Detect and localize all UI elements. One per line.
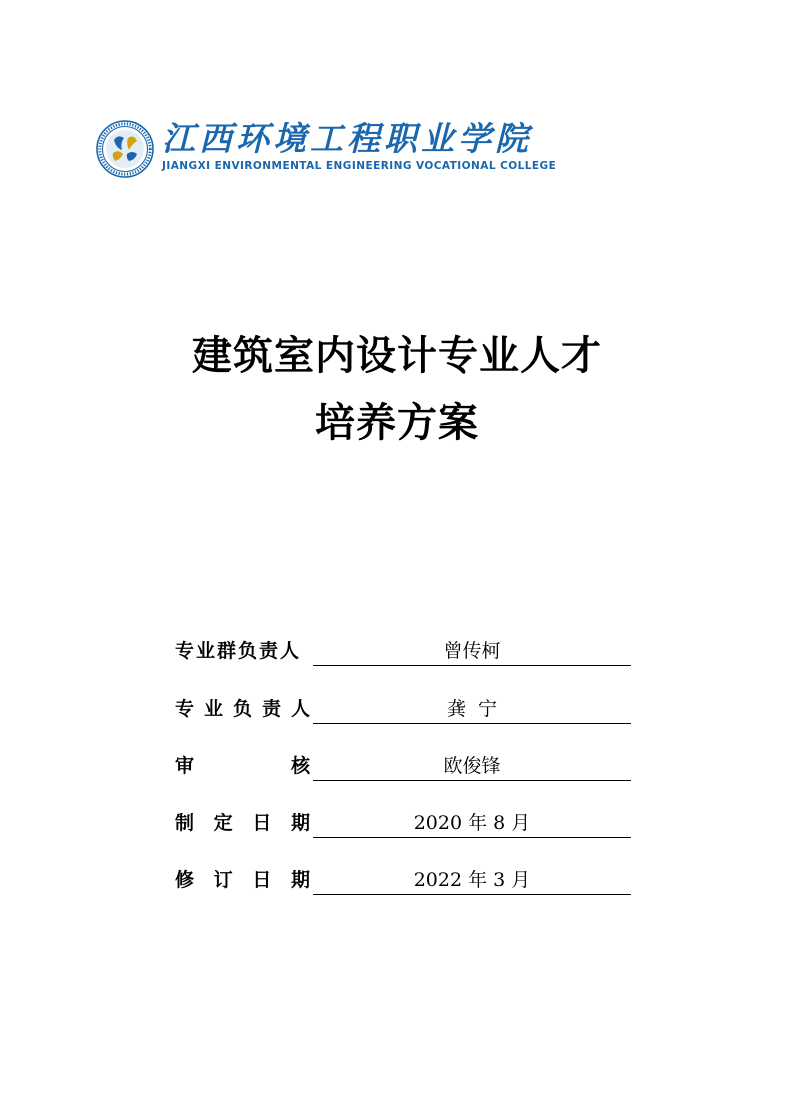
info-row-created-date	[175, 806, 631, 838]
info-label-char: 核	[290, 755, 310, 777]
document-title-line-2: 培养方案	[315, 399, 479, 446]
college-logo	[96, 119, 556, 181]
info-value: 2020 年 8 月	[413, 812, 531, 834]
info-value-line	[313, 693, 631, 724]
info-label-char: 制	[175, 812, 195, 834]
info-value-line	[313, 635, 631, 666]
info-label-char: 修	[175, 869, 195, 891]
info-label	[175, 755, 310, 777]
info-row-group-leader	[175, 634, 631, 666]
info-label-char: 定	[213, 812, 233, 834]
info-row-revised-date	[175, 863, 631, 895]
college-seal-icon	[96, 120, 154, 178]
info-label-char: 审	[175, 755, 195, 777]
info-value-line	[313, 807, 631, 838]
info-value: 2022 年 3 月	[413, 869, 531, 891]
info-value-line	[313, 864, 631, 895]
info-label-char: 日	[252, 812, 272, 834]
info-row-major-leader	[175, 692, 631, 724]
info-label: 专业群负责人	[175, 640, 302, 662]
info-value: 欧俊锋	[443, 755, 501, 777]
info-value-line	[313, 750, 631, 781]
college-name-en: JIANGXI ENVIRONMENTAL ENGINEERING VOCATIONAL COLLEGE	[162, 160, 557, 172]
info-label-char: 订	[213, 869, 233, 891]
college-name-cn: 江西环境工程职业学院	[162, 119, 532, 158]
info-label-char: 日	[252, 869, 272, 891]
info-value: 曾传柯	[443, 640, 501, 662]
info-label-char: 期	[290, 869, 310, 891]
info-value: 龚 宁	[446, 698, 498, 720]
info-label	[175, 812, 310, 834]
info-label	[175, 869, 310, 891]
info-label: 专业负责人	[175, 698, 321, 720]
info-label-char: 期	[290, 812, 310, 834]
info-row-reviewer	[175, 749, 631, 781]
document-title-line-1: 建筑室内设计专业人才	[192, 332, 602, 379]
